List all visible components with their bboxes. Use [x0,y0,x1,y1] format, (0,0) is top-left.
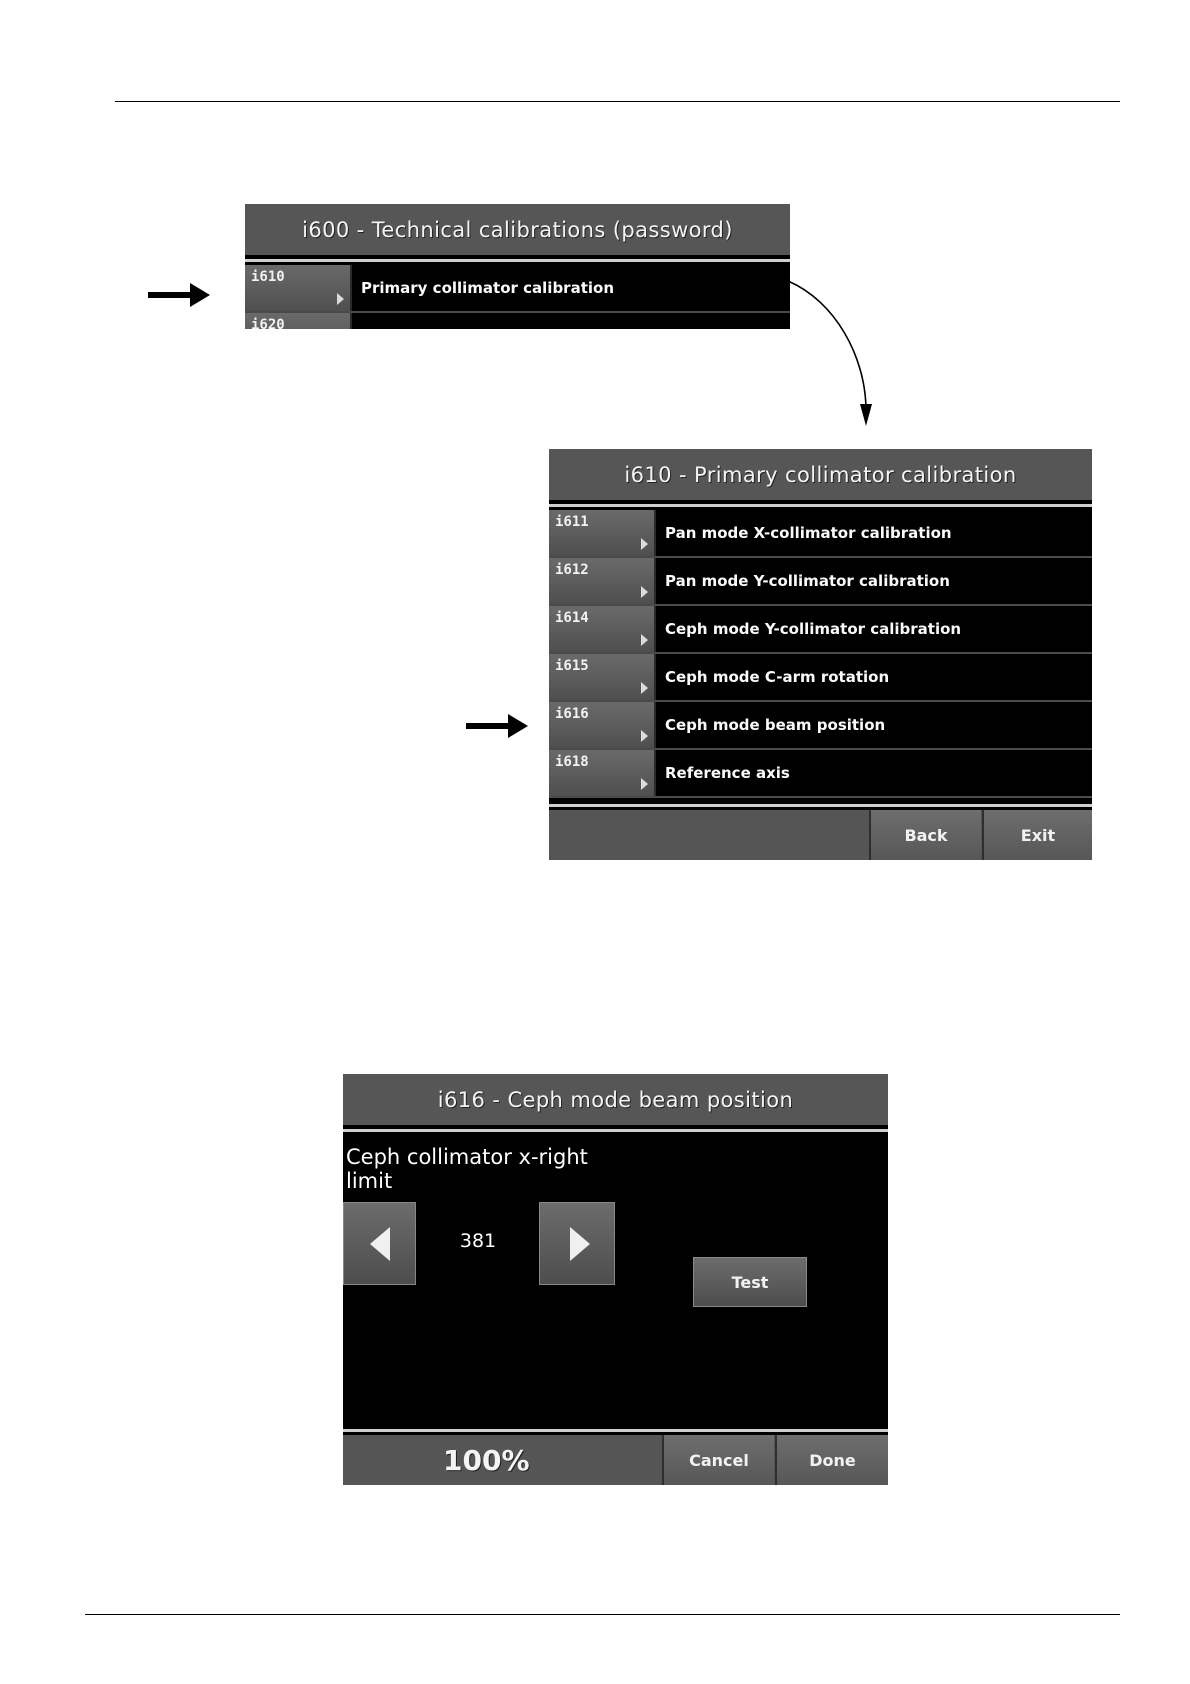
menu-item-i610[interactable] [245,265,790,313]
chevron-right-icon [641,778,648,790]
chevron-right-icon [641,730,648,742]
footer-separator [549,804,1092,807]
menu-item-i614[interactable] [549,606,1092,654]
increment-button[interactable] [539,1202,615,1285]
menu-code-button[interactable] [549,558,656,604]
parameter-label-line2: limit [346,1169,393,1193]
menu-code-button[interactable] [549,750,656,796]
menu-item-i618[interactable] [549,750,1092,798]
menu-item-label: Ceph mode C-arm rotation [665,668,890,686]
curved-connector-arrow-icon [780,276,900,436]
menu-item-label: Primary collimator calibration [361,279,615,297]
menu-code: i610 [251,269,285,285]
menu-code-button[interactable] [549,702,656,748]
title-separator [343,1129,888,1132]
menu-code: i615 [555,658,589,674]
exit-button[interactable] [982,810,1092,860]
test-label: Test [731,1272,769,1292]
screen-title [343,1074,888,1128]
done-label: Done [809,1450,856,1470]
menu-code: i618 [555,754,589,770]
value-display: 381 [459,1230,497,1252]
parameter-label-line1: Ceph collimator x-right [346,1145,588,1169]
top-rule [115,101,1120,102]
menu-item-i620[interactable] [245,313,790,329]
menu-code-button[interactable] [245,313,352,329]
chevron-right-icon [641,682,648,694]
title-text: i600 - Technical calibrations (password) [302,217,733,242]
exit-label: Exit [1020,825,1056,845]
progress-percent: 100% [443,1444,530,1477]
chevron-right-icon [641,538,648,550]
screen-title [549,449,1092,503]
back-label: Back [904,825,948,845]
menu-item-i615[interactable] [549,654,1092,702]
cancel-label: Cancel [689,1450,749,1470]
menu-code-button[interactable] [245,265,352,311]
menu-item-label: Reference axis [665,764,790,782]
menu-item-label: Ceph mode beam position [665,716,886,734]
bottom-rule [85,1614,1120,1615]
parameter-label [346,1145,588,1193]
screen-primary-collimator-calibration [549,449,1092,860]
menu-code-button[interactable] [549,606,656,652]
screen-title [245,204,790,258]
screen-ceph-beam-position [343,1074,888,1485]
title-text: i610 - Primary collimator calibration [624,462,1017,487]
menu-code-button[interactable] [549,510,656,556]
chevron-right-icon [641,586,648,598]
screen-footer [549,810,1092,860]
screen-technical-calibrations [245,204,790,329]
footer-separator [343,1429,888,1432]
done-button[interactable] [775,1435,888,1485]
chevron-right-icon [337,293,344,305]
cancel-button[interactable] [662,1435,774,1485]
title-separator [549,504,1092,507]
menu-code: i611 [555,514,589,530]
title-separator [245,259,790,262]
menu-code: i620 [251,317,285,329]
menu-item-label: Pan mode Y-collimator calibration [665,572,950,590]
pointer-arrow-icon [148,281,212,309]
menu-item-label: Pan mode X-collimator calibration [665,524,952,542]
menu-item-i612[interactable] [549,558,1092,606]
left-arrow-icon [344,1203,417,1286]
title-text: i616 - Ceph mode beam position [437,1087,794,1112]
menu-item-i616[interactable] [549,702,1092,750]
back-button[interactable] [869,810,981,860]
chevron-right-icon [641,634,648,646]
menu-code: i616 [555,706,589,722]
decrement-button[interactable] [343,1202,416,1285]
screen-footer [343,1435,888,1485]
menu-item-label: Ceph mode Y-collimator calibration [665,620,962,638]
test-button[interactable] [693,1257,807,1307]
menu-item-i611[interactable] [549,510,1092,558]
menu-code: i614 [555,610,589,626]
pointer-arrow-icon [466,712,530,740]
menu-code-button[interactable] [549,654,656,700]
right-arrow-icon [540,1203,616,1286]
menu-code: i612 [555,562,589,578]
